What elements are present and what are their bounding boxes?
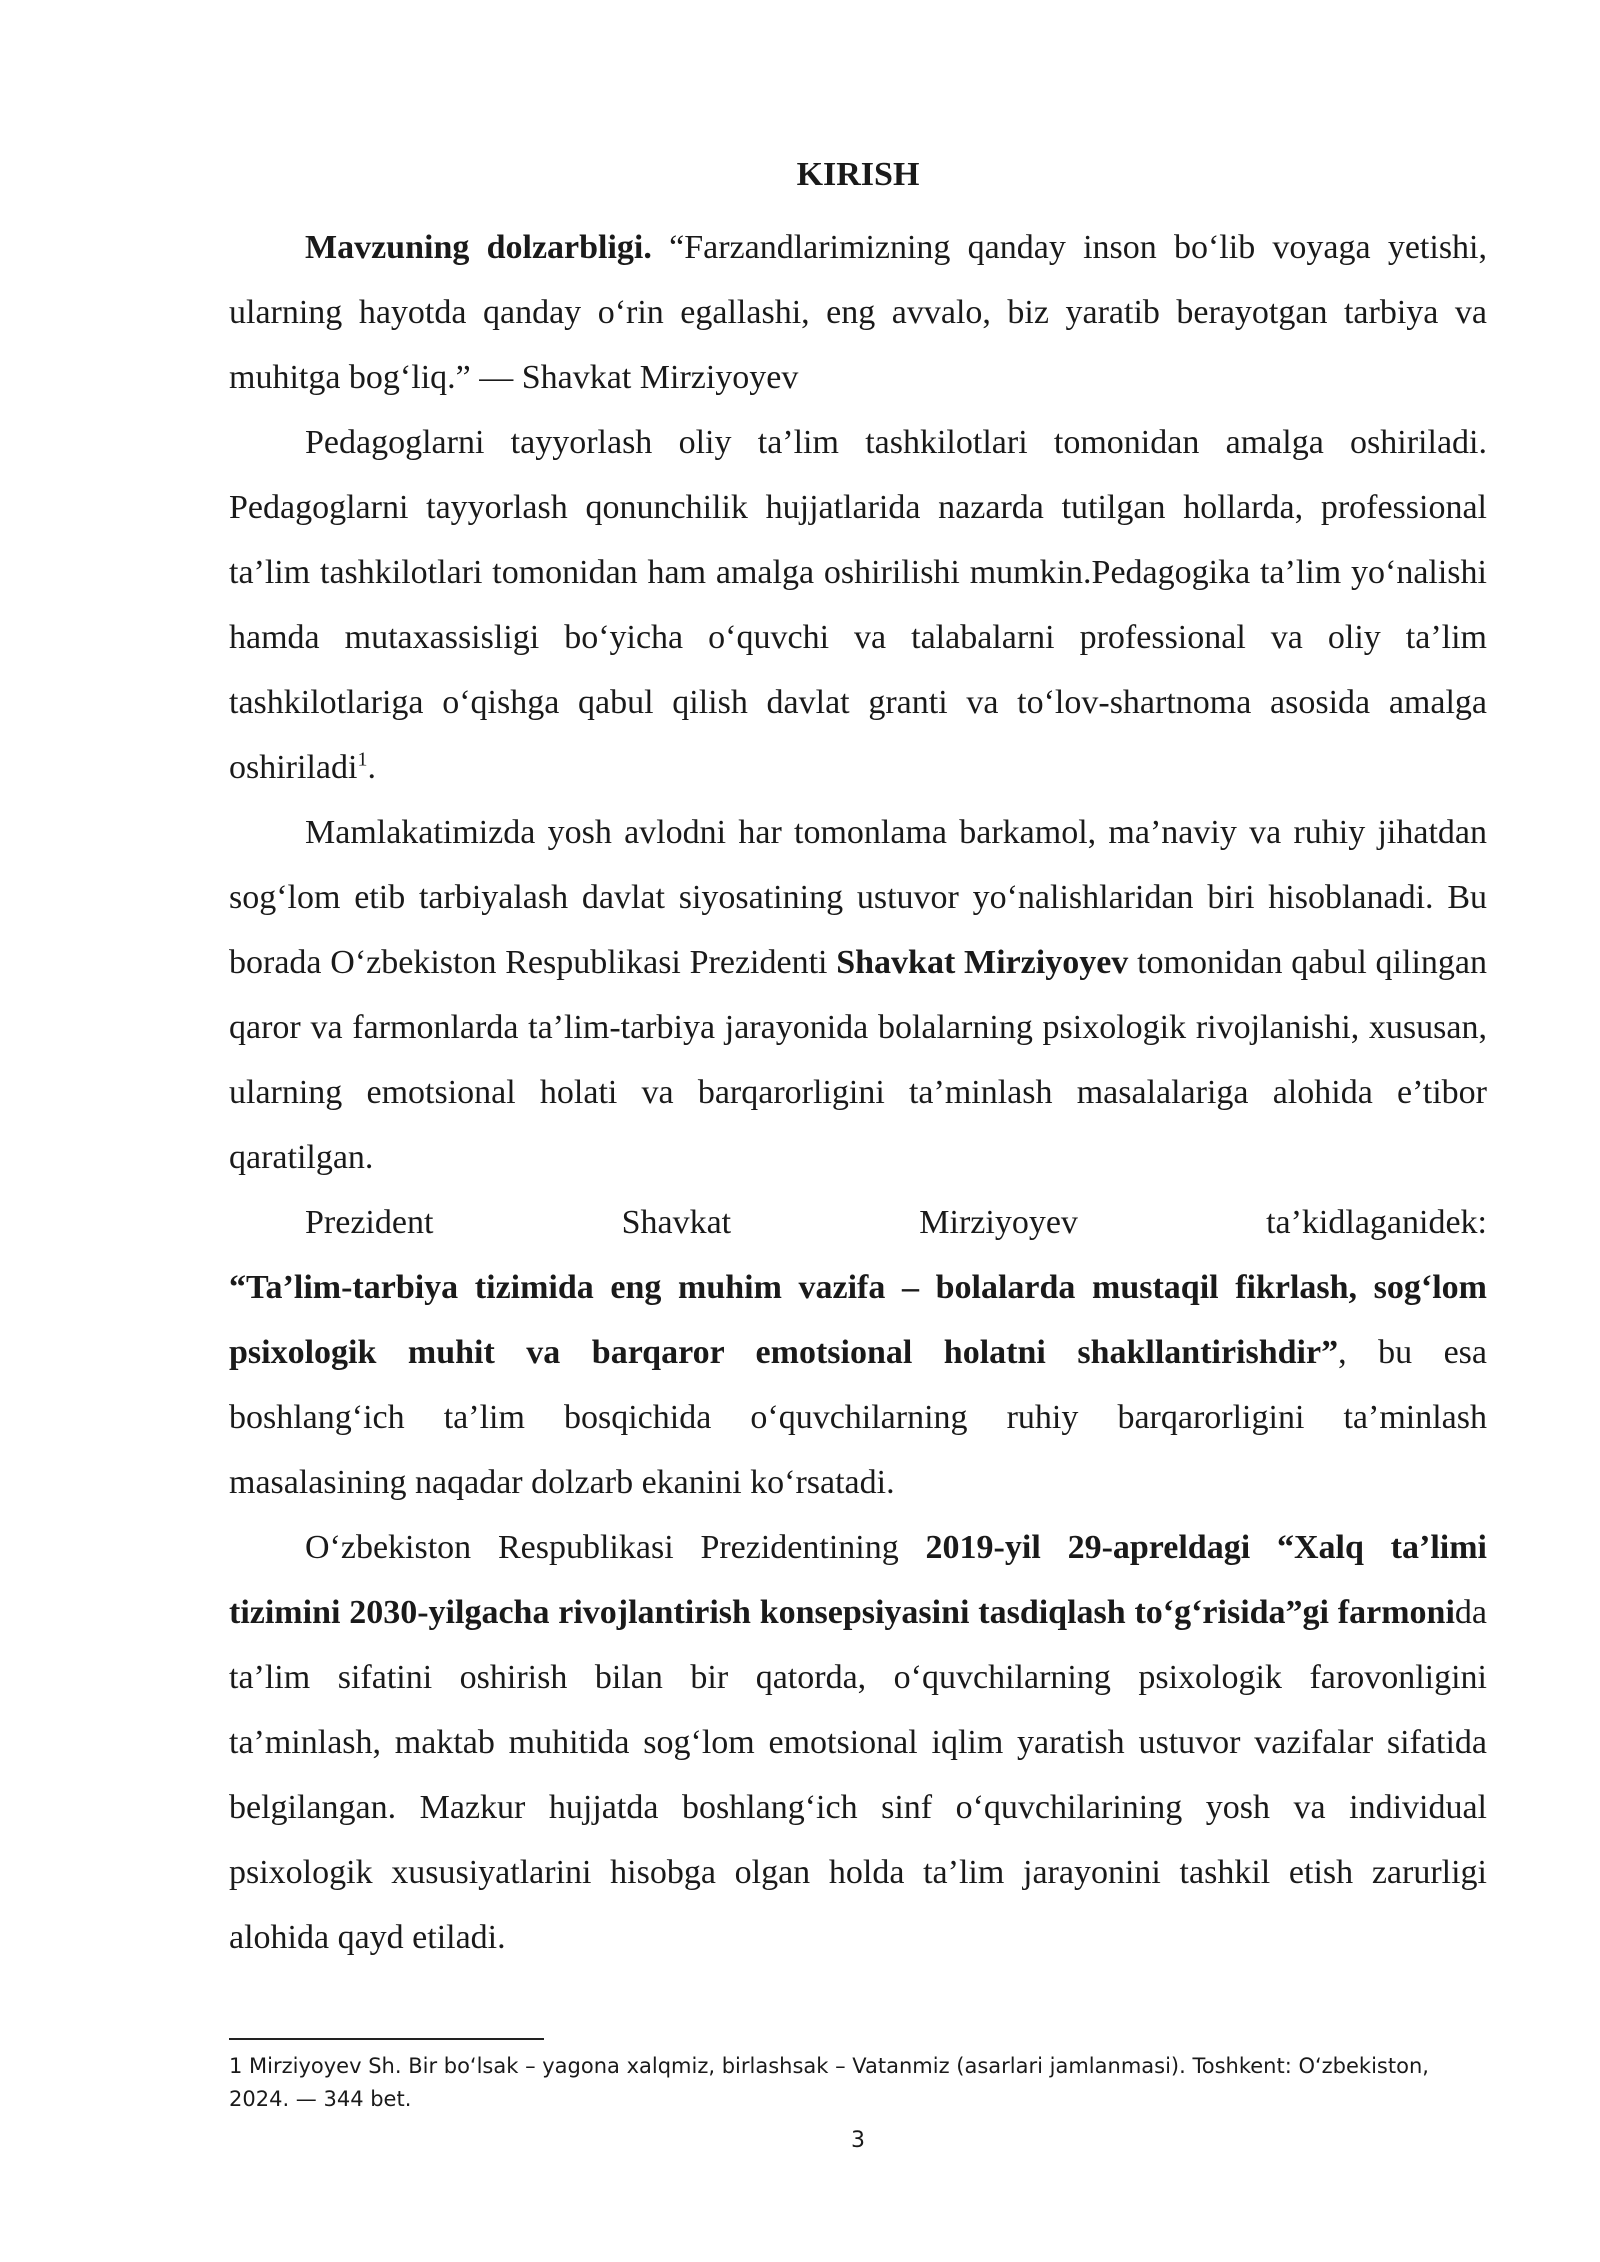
decree-text-start: O‘zbekiston Respublikasi Prezidentining [305,1529,926,1566]
footnote-divider [229,2038,544,2040]
page-body [229,150,1487,1970]
footnote-reference[interactable]: 1 [357,748,368,771]
footnote-text: 1 Mirziyoyev Sh. Bir bo‘lsak – yagona xalqmiz, birlashsak – Vatanmiz (asarlari jamlanmasi). Toshkent: O‘zbekiston, 2024. — 344 bet. [229,2054,1429,2111]
president-name-bold: Shavkat Mirziyoyev [836,944,1129,981]
state-policy-text-start: Mamlakatimizda yosh avlodni har tomonlama barkamol, ma’naviy va ruhiy jihatdan sog‘lom etib tarbiyalash davlat siyosatining ustuvor yo‘nalishlaridan biri hisoblanadi. Bu borada O‘zbekiston Respublikasi Prezidenti [229,814,1487,981]
section-heading: KIRISH [796,156,920,193]
paragraph-relevance [229,215,1487,410]
president-quote-bold: “Ta’lim-tarbiya tizimida eng muhim vazifa – bolalarda mustaqil fikrlash, sog‘lom psixologik muhit va barqaror emotsional holatni shakllantirishdir” [229,1269,1487,1371]
paragraph-state-policy [229,800,1487,1190]
teacher-training-end: . [367,749,376,786]
president-quote-continuation: , bu esa boshlang‘ich ta’lim bosqichida o‘quvchilarning ruhiy barqarorligini ta’minlash masalasining naqadar dolzarb ekanini ko‘rsatadi. [229,1334,1488,1501]
teacher-training-text: Pedagoglarni tayyorlash oliy ta’lim tashkilotlari tomonidan amalga oshiriladi. Pedagoglarni tayyorlash qonunchilik hujjatlarida nazarda tutilgan hollarda, professional ta’lim tashkilotlari tomonidan ham amalga oshirilishi mumkin.Pedagogika ta’lim yo‘nalishi hamda mutaxassisligi bo‘yicha o‘quvchi va talabalarni professional va oliy ta’lim tashkilotlariga o‘qishga qabul qilish davlat granti va to‘lov-shartnoma asosida amalga oshiriladi [229,424,1487,786]
paragraph-president-quote [229,1255,1487,1515]
paragraph-decree [229,1515,1487,1970]
decree-title-bold: 2019-yil 29-apreldagi “Xalq ta’limi tizimini 2030-yilgacha rivojlantirish konsepsiyasini tasdiqlash to‘g‘risida”gi farmoni [229,1529,1487,1631]
page-number: 3 [851,2128,865,2153]
decree-text-end: da ta’lim sifatini oshirish bilan bir qatorda, o‘quvchilarning psixologik farovonligini ta’minlash, maktab muhitida sog‘lom emotsional iqlim yaratish ustuvor vazifalar sifatida belgilangan. Mazkur hujjatda boshlang‘ich sinf o‘quvchilarining yosh va individual psixologik xususiyatlarini hisobga olgan holda ta’lim jarayonini tashkil etish zarurligi alohida qayd etiladi. [229,1594,1487,1956]
paragraph-president-quote-intro: Prezident Shavkat Mirziyoyev ta’kidlaganidek: [305,1204,1487,1241]
relevance-quote: “Farzandlarimizning qanday inson bo‘lib voyaga yetishi, ularning hayotda qanday o‘rin egallashi, eng avvalo, biz yaratib berayotgan tarbiya va muhitga bog‘liq.” — Shavkat Mirziyoyev [229,229,1488,396]
paragraph-teacher-training [229,410,1487,800]
state-policy-text-end: tomonidan qabul qilingan qaror va farmonlarda ta’lim-tarbiya jarayonida bolalarning psixologik rivojlanishi, xususan, ularning emotsional holati va barqarorligini ta’minlash masalalariga alohida e’tibor qaratilgan. [229,944,1487,1176]
relevance-lead: Mavzuning dolzarbligi. [305,229,652,266]
